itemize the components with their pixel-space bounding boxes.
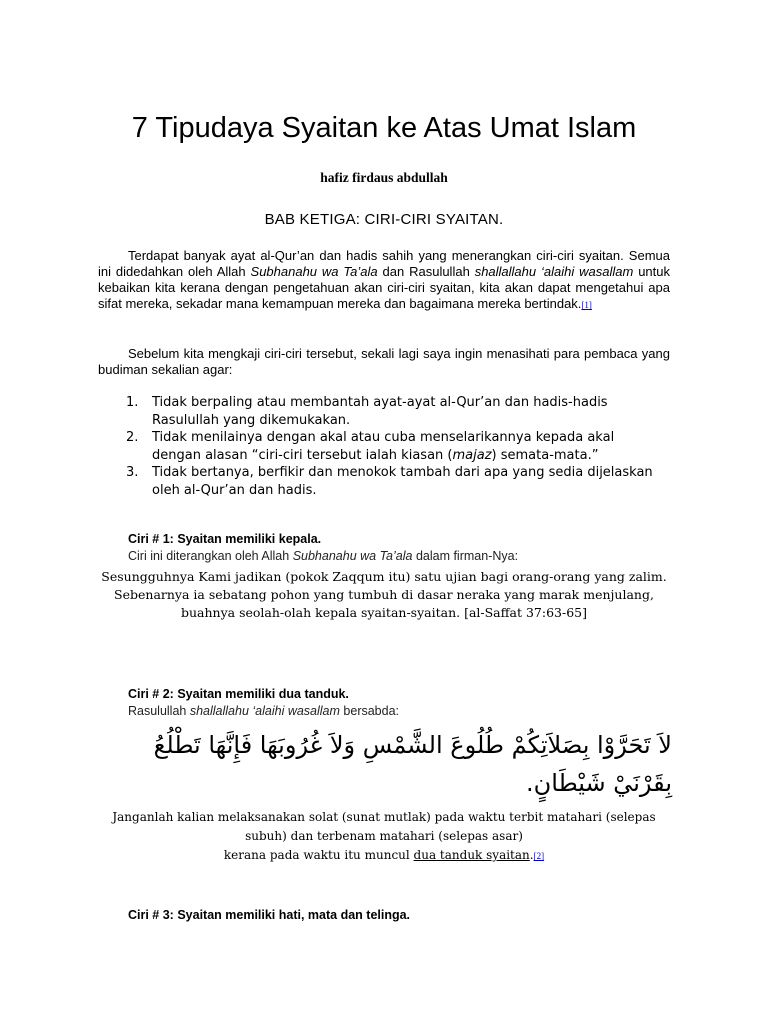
list-number: 2. [126, 430, 139, 446]
list-item-text: Tidak bertanya, berfikir dan menokok tambah dari apa yang sedia dijelaskan oleh al-Qur’an dan hadis. [152, 465, 653, 498]
list-item-text: Tidak berpaling atau membantah ayat-ayat al-Qur’an dan hadis-hadis Rasulullah yang dikemukakan. [152, 395, 608, 428]
list-number: 3. [126, 465, 139, 481]
list-item [126, 464, 666, 499]
footnote-link-2[interactable]: [2] [533, 851, 545, 861]
list-item [126, 394, 666, 429]
ciri-2-heading: Ciri # 2: Syaitan memiliki dua tanduk. [128, 687, 349, 701]
translation-line: Janganlah kalian melaksanakan solat (sunat mutlak) pada waktu terbit matahari (selepas subuh) dan terbenam matahari (selepas asar) [112, 810, 656, 843]
intro-paragraph: Terdapat banyak ayat al-Qur’an dan hadis sahih yang menerangkan ciri-ciri syaitan. Semua ini didedahkan oleh Allah Subhanahu wa Ta’ala dan Rasulullah shallallahu ‘alaihi wasallam untuk kebaikan kita kerana dengan pengetahuan akan ciri-ciri syaitan, kita akan dapat mengetahui apa sifat mereka, sekadar mana kemampuan mereka dan bagaimana mereka bertindak.[1] [98, 248, 670, 311]
translation-line: kerana pada waktu itu muncul dua tanduk syaitan.[2] [223, 848, 545, 862]
list-item-text: Tidak menilainya dengan akal atau cuba menselarikannya kepada akal dengan alasan “ciri-ciri tersebut ialah kiasan (majaz) semata-mata.” [152, 430, 615, 463]
hadith-translation [98, 808, 670, 866]
quran-quote-translation [98, 568, 670, 622]
list-item [126, 429, 666, 464]
ciri-1-intro: Ciri ini diterangkan oleh Allah Subhanahu wa Ta’ala dalam firman-Nya: [128, 549, 519, 563]
advice-list [126, 394, 666, 500]
quote-line: buahnya seolah-olah kepala syaitan-syaitan. [al-Saffat 37:63-65] [180, 605, 587, 620]
ciri-3-heading: Ciri # 3: Syaitan memiliki hati, mata dan telinga. [128, 908, 411, 922]
chapter-heading: BAB KETIGA: CIRI-CIRI SYAITAN. [264, 211, 504, 228]
hadith-arabic-text: لاَ تَحَرَّوْا بِصَلاَتِكُمْ طُلُوعَ الشَّمْسِ وَلاَ غُرُوبَهَا فَإِنَّهَا تَطْلُعُ بِقَرْنَيْ شَيْطَانٍ. [153, 731, 672, 797]
ciri-1-heading: Ciri # 1: Syaitan memiliki kepala. [128, 532, 322, 546]
quote-line: Sesungguhnya Kami jadikan (pokok Zaqqum itu) satu ujian bagi orang-orang yang zalim. Sebenarnya ia sebatang pohon yang tumbuh di dasar neraka yang marak menjulang, [101, 569, 667, 602]
list-number: 1. [126, 395, 139, 410]
author-name: hafiz firdaus abdullah [320, 170, 448, 185]
document-title: 7 Tipudaya Syaitan ke Atas Umat Islam [131, 112, 637, 144]
advice-paragraph: Sebelum kita mengkaji ciri-ciri tersebut, sekali lagi saya ingin menasihati para pembaca yang budiman sekalian agar: [98, 346, 670, 377]
footnote-link-1[interactable]: [1] [581, 300, 592, 310]
ciri-2-intro: Rasulullah shallallahu ‘alaihi wasallam bersabda: [128, 704, 400, 718]
